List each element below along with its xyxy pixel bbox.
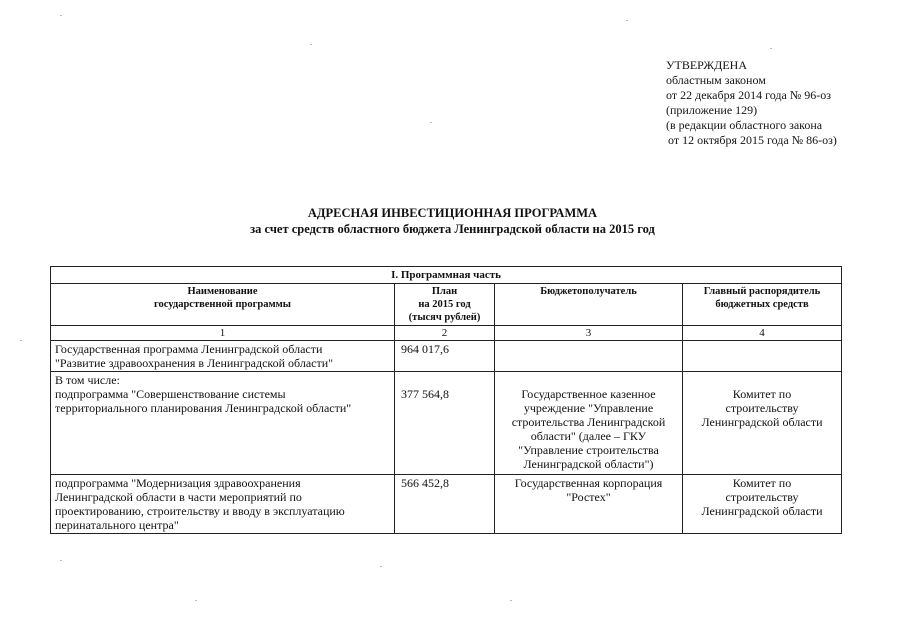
manager-line-2: строительству [725, 490, 799, 504]
column-number-2: 2 [395, 326, 495, 341]
recipient-cell [495, 372, 683, 475]
recipient-line-6: Ленинградской области") [523, 457, 654, 471]
program-name-line-4: перинатального центра" [55, 518, 179, 532]
approval-line-5: (в редакции областного закона [666, 118, 823, 132]
recipient-line-1: Государственное казенное [521, 387, 656, 401]
section-title: I. Программная часть [51, 267, 842, 284]
scan-speck [510, 600, 512, 601]
recipient-cell [495, 475, 683, 534]
plan-amount-cell: 566 452,8 [395, 475, 495, 534]
program-name-line-1: Государственная программа Ленинградской области [55, 342, 323, 356]
scan-speck [310, 44, 312, 45]
column-number-3: 3 [495, 326, 683, 341]
recipient-line-2: "Ростех" [566, 490, 611, 504]
header-plan-line-2: на 2015 год [418, 299, 471, 310]
recipient-line-1: Государственная корпорация [514, 476, 663, 490]
program-name-line-3: территориального планирования Ленинградской области" [55, 401, 352, 415]
scan-speck [380, 566, 382, 567]
header-recipient [495, 284, 683, 326]
recipient-line-3: строительства Ленинградской [511, 415, 666, 429]
recipient-line-5: "Управление строительства [518, 443, 659, 457]
header-plan [395, 284, 495, 326]
header-program-name-line-1: Наименование [187, 286, 258, 297]
program-name-line-2: Ленинградской области в части мероприятий по [55, 490, 302, 504]
approval-line-6: от 12 октября 2015 года № 86-оз) [668, 133, 837, 147]
program-name-line-1: подпрограмма "Модернизация здравоохранения [55, 476, 301, 490]
manager-line-3: Ленинградской области [701, 415, 823, 429]
recipient-cell [495, 341, 683, 372]
approval-line-2: областным законом [666, 73, 766, 87]
manager-line-2: строительству [725, 401, 799, 415]
document-title: АДРЕСНАЯ ИНВЕСТИЦИОННАЯ ПРОГРАММА [307, 206, 598, 220]
manager-cell [683, 475, 842, 534]
scan-speck [60, 15, 62, 16]
program-name-line-1: В том числе: [55, 373, 120, 387]
header-manager-line-1: Главный распорядитель [703, 286, 821, 297]
header-manager [683, 284, 842, 326]
scan-speck [195, 600, 197, 601]
plan-amount-cell: 964 017,6 [395, 341, 495, 372]
scan-speck [430, 122, 432, 123]
investment-program-table [50, 266, 842, 534]
manager-line-3: Ленинградской области [701, 504, 823, 518]
scan-speck [626, 20, 628, 21]
manager-line-1: Комитет по [732, 387, 792, 401]
scan-speck [60, 560, 62, 561]
program-name-cell [51, 475, 395, 534]
plan-amount-cell: 377 564,8 [395, 372, 495, 475]
table-row [51, 341, 842, 372]
document-subtitle: за счет средств областного бюджета Ленинградской области на 2015 год [250, 222, 655, 236]
header-recipient-label: Бюджетополучатель [540, 286, 637, 297]
manager-cell [683, 341, 842, 372]
section-row [51, 267, 842, 284]
column-number-4: 4 [683, 326, 842, 341]
manager-line-1: Комитет по [732, 476, 792, 490]
table-row [51, 475, 842, 534]
recipient-line-2: учреждение "Управление [523, 401, 654, 415]
approval-line-1: УТВЕРЖДЕНА [666, 58, 748, 72]
column-number-1: 1 [51, 326, 395, 341]
program-name-line-3: проектированию, строительству и вводу в эксплуатацию [55, 504, 345, 518]
table-row [51, 372, 842, 475]
program-name-line-2: подпрограмма "Совершенствование системы [55, 387, 286, 401]
scan-speck [770, 48, 772, 49]
program-name-cell [51, 341, 395, 372]
header-program-name [51, 284, 395, 326]
scan-speck [20, 340, 22, 341]
approval-line-3: от 22 декабря 2014 года № 96-оз [666, 88, 832, 102]
program-name-cell [51, 372, 395, 475]
header-plan-line-1: План [431, 286, 458, 297]
manager-cell [683, 372, 842, 475]
header-plan-line-3: (тысяч рублей) [408, 312, 481, 323]
header-program-name-line-2: государственной программы [154, 299, 291, 310]
program-name-line-2: "Развитие здравоохранения в Ленинградской области" [55, 356, 334, 370]
recipient-line-4: области" (далее – ГКУ [530, 429, 647, 443]
approval-stamp [666, 58, 837, 148]
column-number-row [51, 326, 842, 341]
approval-line-4: (приложение 129) [666, 103, 758, 117]
header-manager-line-2: бюджетных средств [715, 299, 809, 310]
header-row [51, 284, 842, 326]
